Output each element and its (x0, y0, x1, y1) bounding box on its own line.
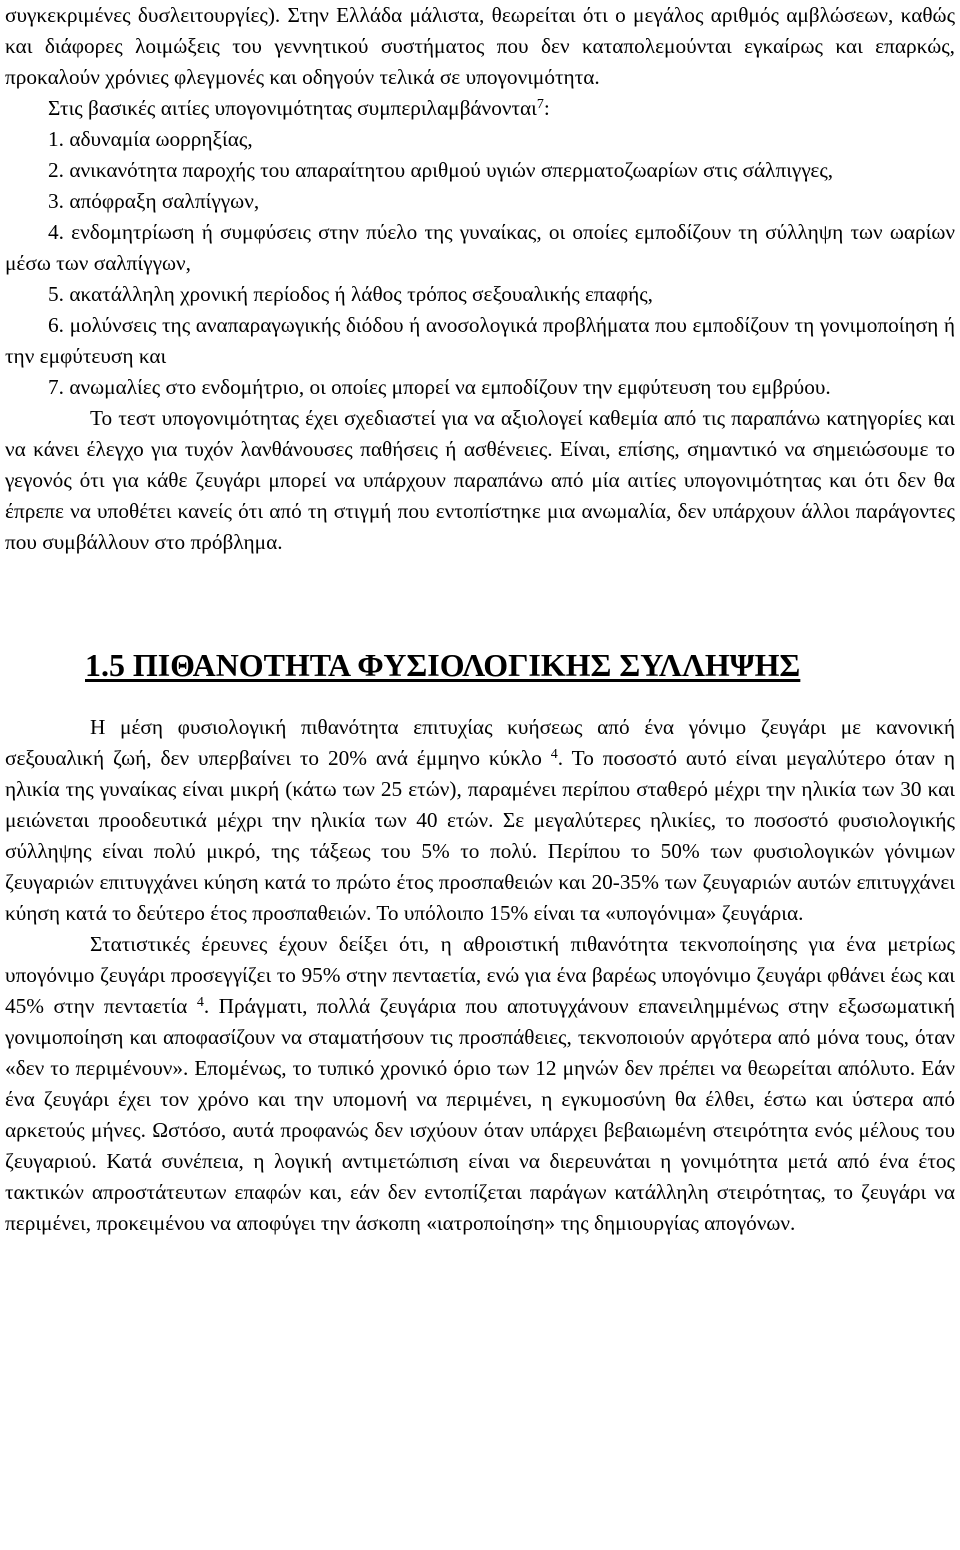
causes-lead (5, 93, 955, 124)
list-item (5, 372, 955, 403)
intro-paragraph: συγκεκριμένες δυσλειτουργίες). Στην Ελλάδα μάλιστα, θεωρείται ότι ο μεγάλος αριθμός αμβλώσεων, καθώς και διάφορες λοιμώξεις του γεννητικού συστήματος που δεν καταπολεμούνται εγκαίρως και επαρκώς, προκαλούν χρόνιες φλεγμονές και οδηγούν τελικά σε υπογονιμότητα. (5, 3, 955, 89)
section-heading: 1.5 ΠΙΘΑΝΟΤΗΤΑ ΦΥΣΙΟΛΟΓΙΚΗΣ ΣΥΛΛΗΨΗΣ (85, 648, 801, 683)
causes-list (5, 124, 955, 403)
section-paragraph-2-ref: 4 (196, 995, 204, 1010)
section-paragraph-1-rest: . Το ποσοστό αυτό είναι μεγαλύτερο όταν η ηλικία της γυναίκας είναι μικρή (κάτω των 25 ετών), παραμένει περίπου σταθερό μέχρι την ηλικία των 30 και μειώνεται προοδευτικά μέχρι την ηλικία των 40 ετών. Σε μεγαλύτερες ηλικίες, το ποσοστό φυσιολογικής σύλληψης είναι πολύ μικρό, της τάξεως του 5% το πολύ. Περίπου το 50% των φυσιολογικών γόνιμων ζευγαριών επιτυγχάνει κύηση κατά το πρώτο έτος προσπαθειών και 20-35% των ζευγαριών αυτών επιτυγχάνει κύηση κατά το δεύτερο έτος προσπαθειών. Το υπόλοιπο 15% είναι τα «υπογόνιμα» ζευγάρια. (5, 746, 955, 925)
list-item-number: 3. (48, 189, 64, 213)
section-paragraph-1-start: Η μέση φυσιολογική πιθανότητα επιτυχίας κυήσεως από ένα γόνιμο ζευγάρι με κανονική σεξουαλική ζωή, δεν υπερβαίνει το 20% ανά έμμηνο κύκλο (5, 715, 955, 770)
list-item-text: ακατάλληλη χρονική περίοδος ή λάθος τρόπος σεξουαλικής επαφής, (69, 282, 654, 306)
list-item-number: 7. (48, 375, 64, 399)
list-item-number: 4. (48, 220, 64, 244)
list-item-number: 6. (48, 313, 64, 337)
causes-lead-end: : (543, 96, 550, 120)
causes-lead-ref: 7 (536, 97, 544, 112)
list-item-number: 2. (48, 158, 64, 182)
list-item (5, 217, 955, 279)
list-item-text: ανωμαλίες στο ενδομήτριο, οι οποίες μπορεί να εμποδίζουν την εμφύτευση του εμβρύου. (69, 375, 831, 399)
section-paragraph-1 (5, 712, 955, 929)
list-item-number: 1. (48, 127, 64, 151)
document-page (5, 0, 955, 1239)
list-item-text: μολύνσεις της αναπαραγωγικής διόδου ή ανοσολογικά προβλήματα που εμποδίζουν τη γονιμοποίηση ή την εμφύτευση και (5, 313, 955, 368)
list-item-text: ενδομητρίωση ή συμφύσεις στην πύελο της γυναίκας, οι οποίες εμποδίζουν τη σύλληψη των ωαρίων μέσω των σαλπίγγων, (5, 220, 956, 275)
list-item-number: 5. (48, 282, 64, 306)
list-item (5, 155, 955, 186)
list-item-text: απόφραξη σαλπίγγων, (69, 189, 260, 213)
list-item-text: ανικανότητα παροχής του απαραίτητου αριθμού υγιών σπερματοζωαρίων στις σάλπιγγες, (69, 158, 834, 182)
list-item (5, 186, 955, 217)
section-paragraph-2 (5, 929, 955, 1239)
section-paragraph-2-rest: . Πράγματι, πολλά ζευγάρια που αποτυγχάνουν επανειλημμένως στην εξωσωματική γονιμοποίηση και αποφασίζουν να σταματήσουν τις προσπάθειες, τεκνοποιούν αργότερα από μόνα τους, όταν «δεν το περιμένουν». Επομένως, το τυπικό χρονικό όριο των 12 μηνών δεν πρέπει να θεωρείται απόλυτο. Εάν ένα ζευγάρι έχει τον χρόνο και την υπομονή να περιμένει, η εγκυμοσύνη θα έλθει, έστω και ύστερα από αρκετούς μήνες. Ωστόσο, αυτά προφανώς δεν ισχύουν όταν υπάρχει βεβαιωμένη στειρότητα ενός μέλους του ζευγαριού. Κατά συνέπεια, η λογική αντιμετώπιση είναι να διερευνάται η γονιμότητα μετά από ένα έτος τακτικών απροστάτευτων επαφών και, εάν δεν εντοπίζεται παράγων κατάλληλη στειρότητας, το ζευγάρι να περιμένει, προκειμένου να αποφύγει την άσκοπη «ιατροποίηση» της δημιουργίας απογόνων. (5, 994, 955, 1235)
test-paragraph: Το τεστ υπογονιμότητας έχει σχεδιαστεί για να αξιολογεί καθεμία από τις παραπάνω κατηγορίες και να κάνει έλεγχο για τυχόν λανθάνουσες παθήσεις ή ασθένειες. Είναι, επίσης, σημαντικό να σημειώσουμε το γεγονός ότι για κάθε ζευγάρι μπορεί να υπάρχουν παραπάνω από μία αιτίες υπογονιμότητας και ότι δεν θα έπρεπε να υποθέτει κανείς ότι από τη στιγμή που εντοπίστηκε μια ανωμαλία, δεν υπάρχουν άλλοι παράγοντες που συμβάλλουν στο πρόβλημα. (5, 406, 955, 554)
section-paragraph-2-start: Στατιστικές έρευνες έχουν δείξει ότι, η αθροιστική πιθανότητα τεκνοποίησης για ένα μετρίως υπογόνιμο ζευγάρι προσεγγίζει το 95% στην πενταετία, ενώ για ένα βαρέως υπογόνιμο ζευγάρι φθάνει έως και 45% στην πενταετία (5, 932, 955, 1018)
list-item (5, 124, 955, 155)
causes-lead-text: Στις βασικές αιτίες υπογονιμότητας συμπεριλαμβάνονται (48, 96, 537, 120)
list-item (5, 279, 955, 310)
list-item-text: αδυναμία ωορρηξίας, (69, 127, 253, 151)
section-paragraph-1-ref: 4 (550, 747, 558, 762)
list-item (5, 310, 955, 372)
